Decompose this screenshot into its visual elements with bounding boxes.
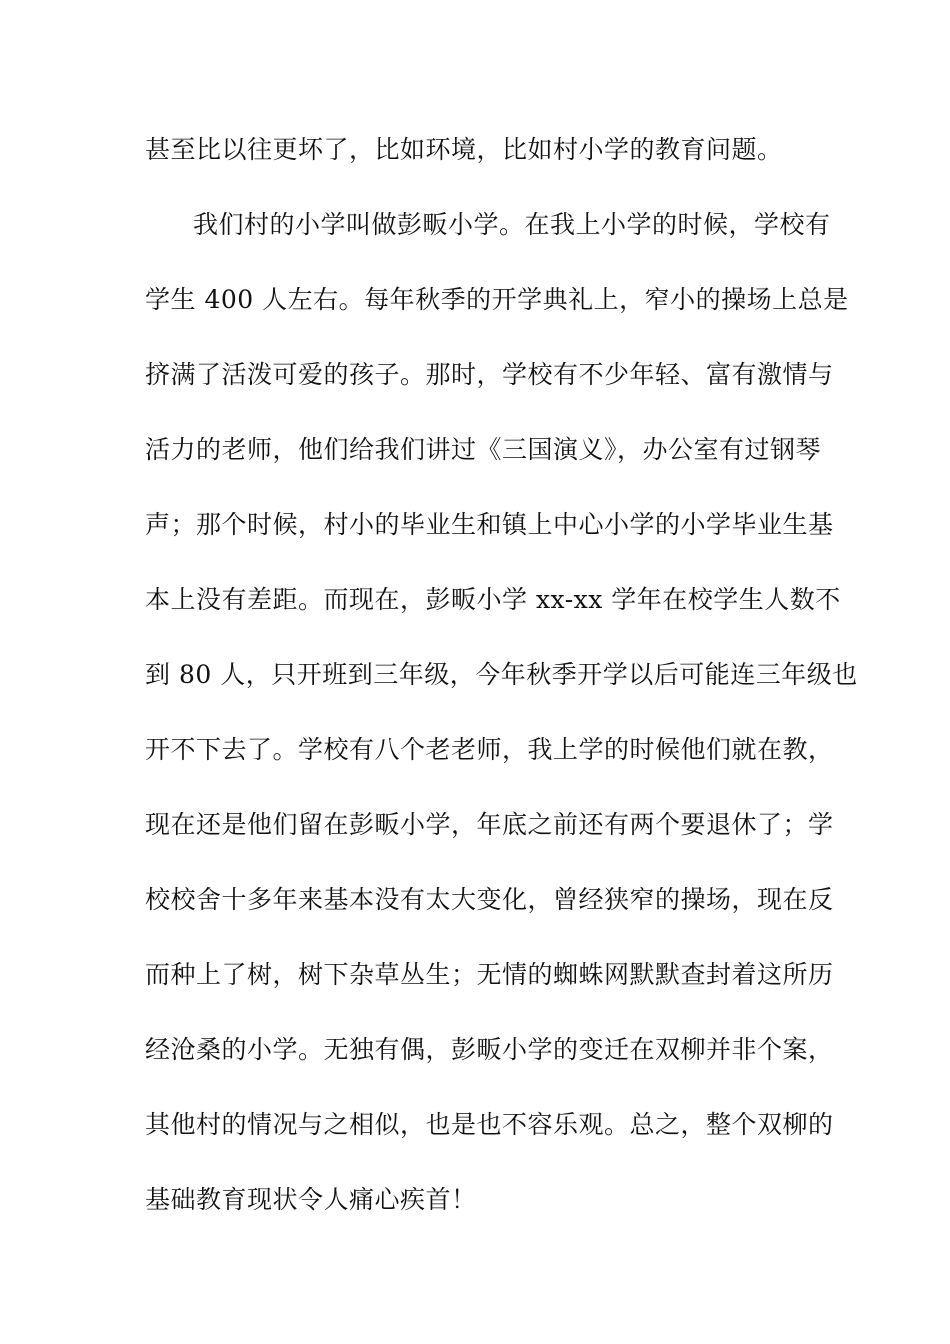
text-line: 本上没有差距。而现在，彭畈小学 xx-xx 学年在校学生人数不: [145, 585, 841, 614]
text-line: 活力的老师，他们给我们讲过《三国演义》，办公室有过钢琴: [145, 435, 822, 464]
text-line: 而种上了树，树下杂草丛生；无情的蜘蛛网默默查封着这所历: [145, 960, 834, 989]
paragraph-first-line: 我们村的小学叫做彭畈小学。在我上小学的时候，学校有: [193, 210, 831, 239]
text-line: 现在还是他们留在彭畈小学，年底之前还有两个要退休了；学: [145, 810, 834, 839]
text-line: 其他村的情况与之相似，也是也不容乐观。总之，整个双柳的: [145, 1110, 834, 1139]
text-line: 声；那个时候，村小的毕业生和镇上中心小学的小学毕业生基: [145, 510, 834, 539]
text-line: 学生 400 人左右。每年秋季的开学典礼上，窄小的操场上总是: [145, 285, 849, 314]
text-line: 基础教育现状令人痛心疾首！: [145, 1185, 477, 1214]
text-line: 开不下去了。学校有八个老老师，我上学的时候他们就在教，: [145, 735, 834, 764]
text-line: 甚至比以往更坏了，比如环境，比如村小学的教育问题。: [145, 135, 783, 164]
text-line: 挤满了活泼可爱的孩子。那时，学校有不少年轻、富有激情与: [145, 360, 834, 389]
text-line: 经沧桑的小学。无独有偶，彭畈小学的变迁在双柳并非个案，: [145, 1035, 834, 1064]
text-line: 校校舍十多年来基本没有太大变化，曾经狭窄的操场，现在反: [145, 885, 834, 914]
text-line: 到 80 人，只开班到三年级，今年秋季开学以后可能连三年级也: [145, 660, 858, 689]
